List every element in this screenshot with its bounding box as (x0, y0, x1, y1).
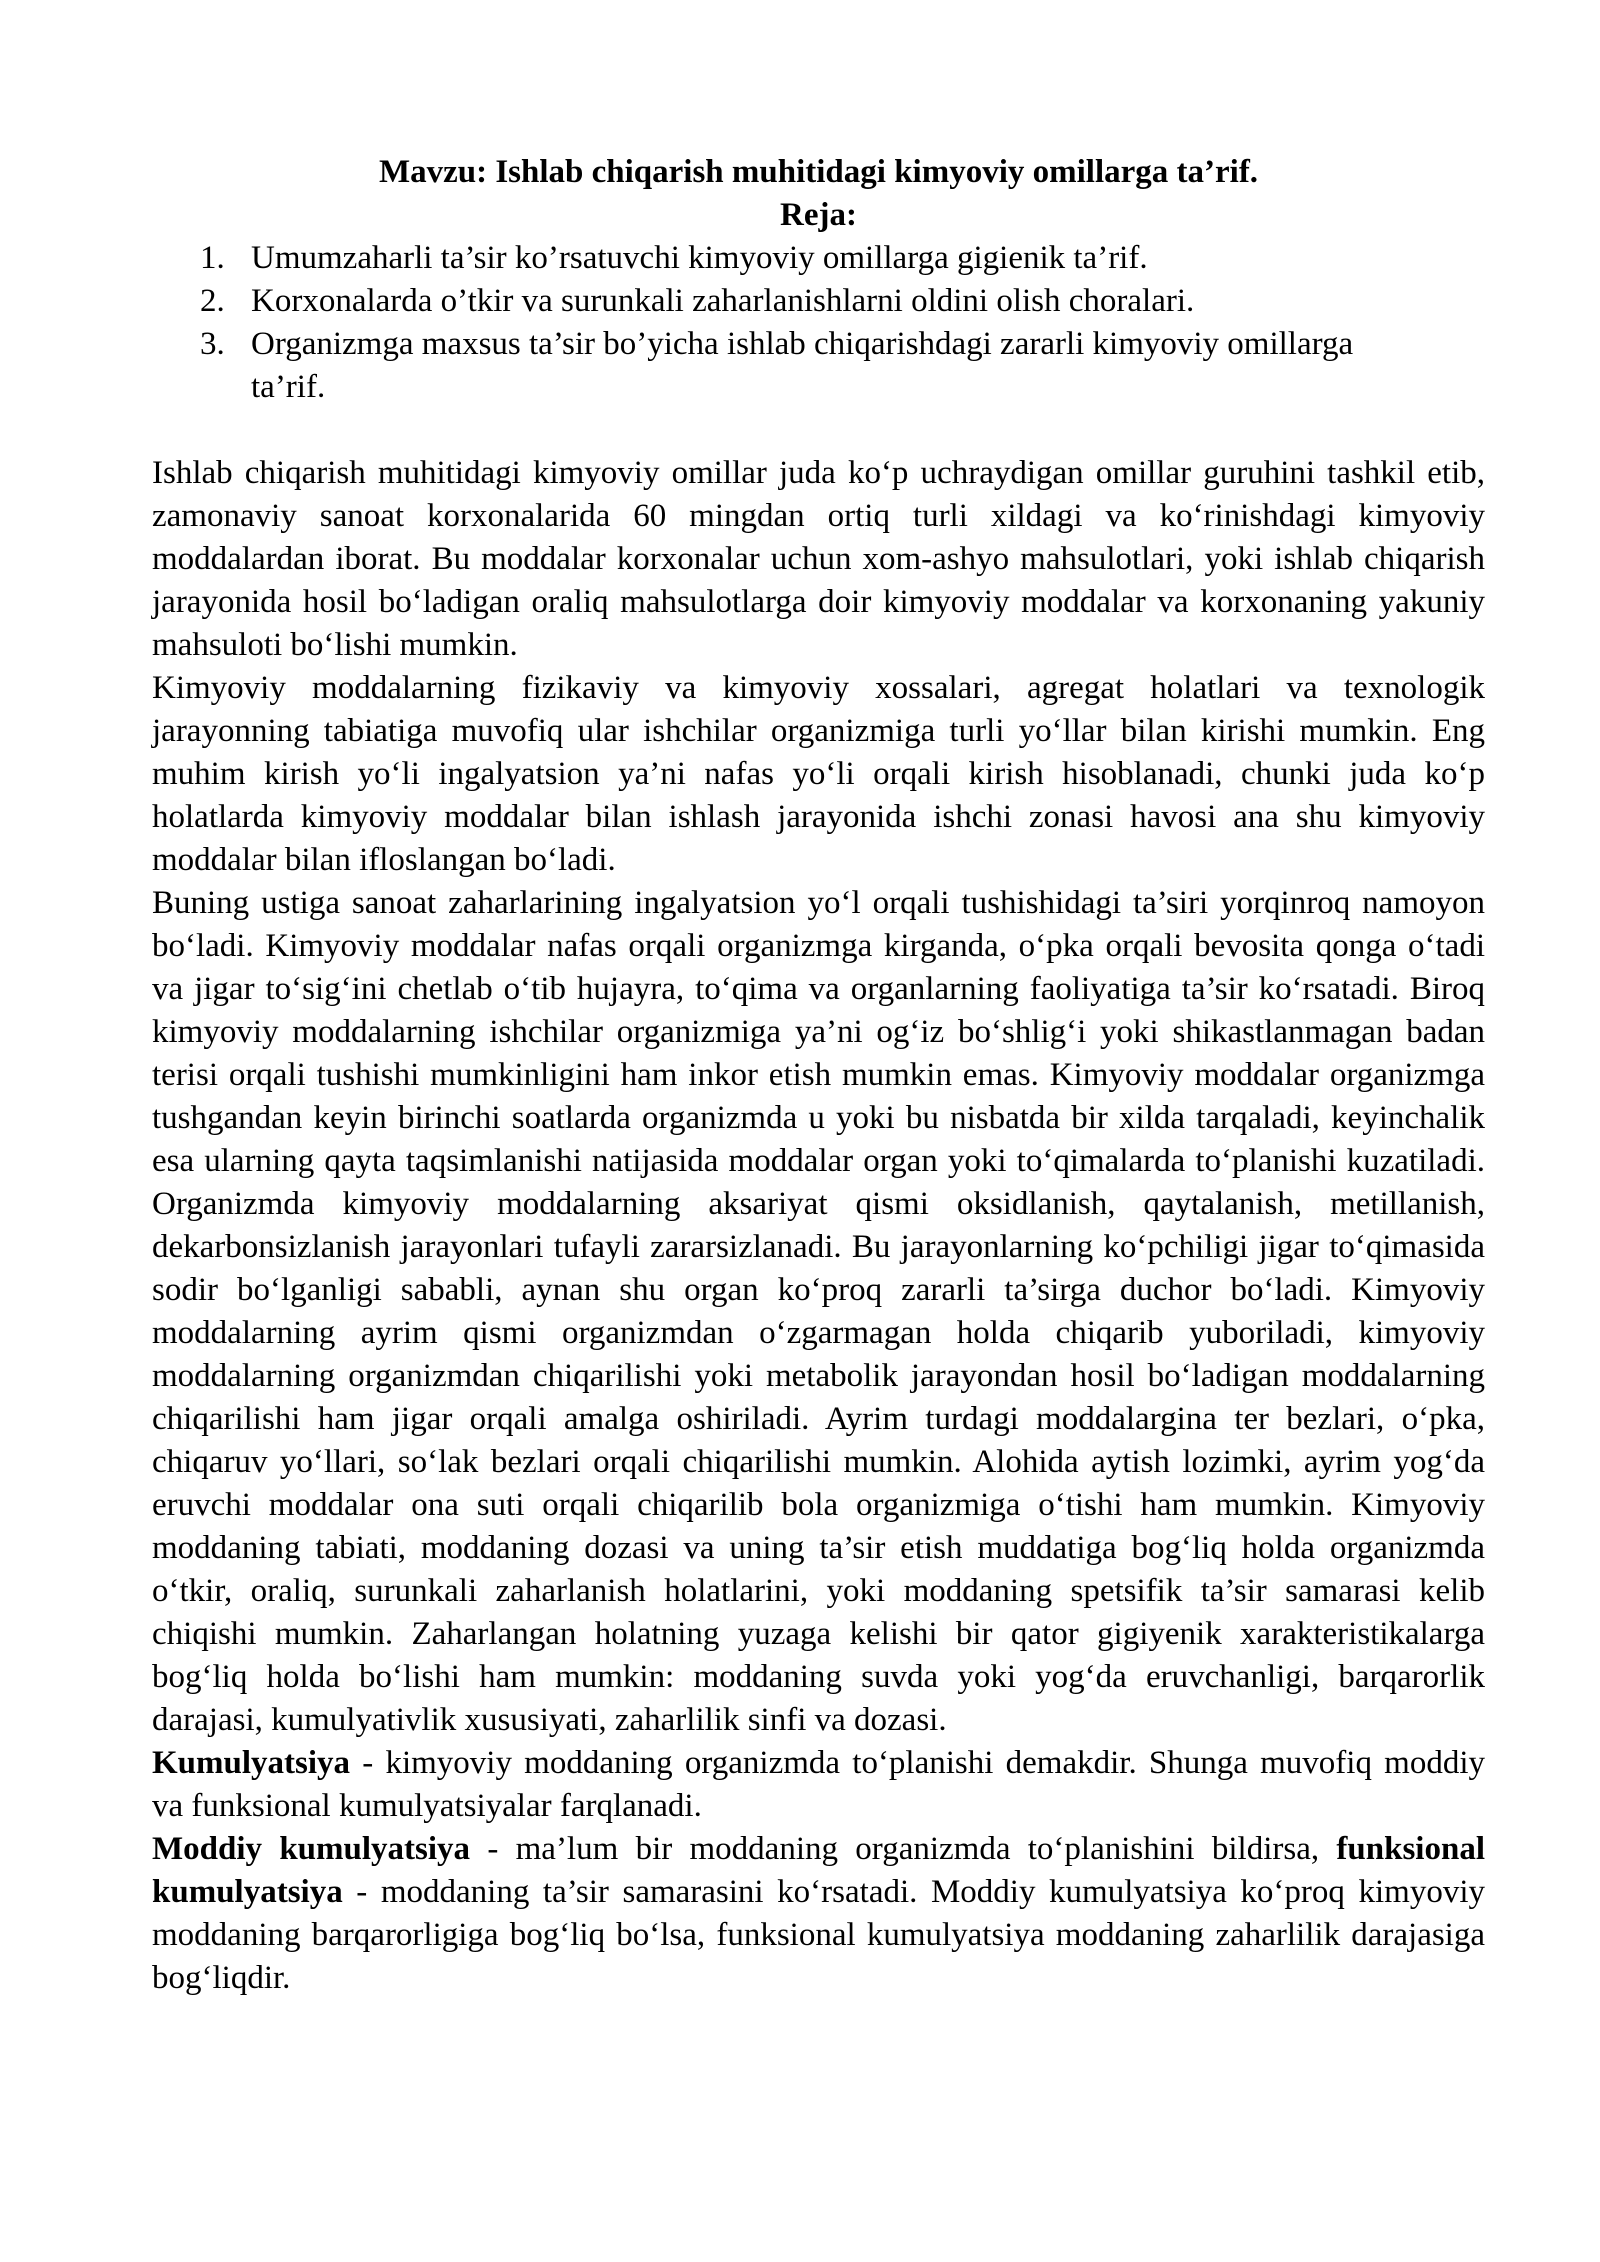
plan-item-number: 2. (200, 283, 225, 319)
section-spacer (152, 409, 1485, 452)
document-content (152, 151, 1485, 2000)
plan-item-text: Umumzaharli ta’sir ko’rsatuvchi kimyoviy omillarga gigienik ta’rif. (251, 240, 1148, 276)
document-title: Mavzu: Ishlab chiqarish muhitidagi kimyoviy omillarga ta’rif. (378, 154, 1259, 190)
plan-item-1 (200, 237, 1551, 280)
term-funksional-kumulyatsiya: funksional kumulyatsiya (152, 1831, 1485, 1910)
definition-funksional-text: - moddaning ta’sir samarasini ko‘rsatadi. Moddiy kumulyatsiya ko‘proq kimyoviy moddaning barqarorligiga bog‘liq bo‘lsa, funksional kumulyatsiya moddaning zaharlilik darajasiga bog‘liqdir. (152, 1874, 1485, 1996)
plan-item-number: 3. (200, 326, 225, 362)
definition-moddiy-text: - ma’lum bir moddaning organizmda to‘planishini bildirsa, (470, 1831, 1337, 1867)
plan-item-text: Korxonalarda o’tkir va surunkali zaharlanishlarni oldini olish choralari. (251, 283, 1195, 319)
definition-kumulyatsiya-text: - kimyoviy moddaning organizmda to‘planishi demakdir. Shunga muvofiq moddiy va funksional kumulyatsiyalar farqlanadi. (152, 1745, 1485, 1824)
term-kumulyatsiya: Kumulyatsiya (152, 1745, 351, 1781)
plan-item-3 (200, 323, 1551, 409)
body-paragraph-2: Kimyoviy moddalarning fizikaviy va kimyoviy xossalari, agregat holatlari va texnologik jarayonning tabiatiga muvofiq ular ishchilar organizmiga turli yo‘llar bilan kirishi mumkin. Eng muhim kirish yo‘li ingalyatsion ya’ni nafas yo‘li orqali kirish hisoblanadi, chunki juda ko‘p holatlarda kimyoviy moddalar bilan ishlash jarayonida ishchi zonasi havosi ana shu kimyoviy moddalar bilan ifloslangan bo‘ladi. (152, 670, 1485, 878)
body-paragraph-1: Ishlab chiqarish muhitidagi kimyoviy omillar juda ko‘p uchraydigan omillar guruhini tashkil etib, zamonaviy sanoat korxonalarida 60 mingdan ortiq turli xildagi va ko‘rinishdagi kimyoviy moddalardan iborat. Bu moddalar korxonalar uchun xom-ashyo mahsulotlari, yoki ishlab chiqarish jarayonida hosil bo‘ladigan oraliq mahsulotlarga doir kimyoviy moddalar va korxonaning yakuniy mahsuloti bo‘lishi mumkin. (152, 455, 1485, 663)
plan-item-2 (200, 280, 1551, 323)
plan-item-number: 1. (200, 240, 225, 276)
plan-heading: Reja: (780, 197, 857, 233)
term-moddiy-kumulyatsiya: Moddiy kumulyatsiya (152, 1831, 471, 1867)
definition-moddiy-funksional (152, 1828, 1485, 2000)
body-paragraph-3: Buning ustiga sanoat zaharlarining ingalyatsion yo‘l orqali tushishidagi ta’siri yorqinroq namoyon bo‘ladi. Kimyoviy moddalar nafas orqali organizmga kirganda, o‘pka orqali bevosita qonga o‘tadi va jigar to‘sig‘ini chetlab o‘tib hujayra, to‘qima va organlarning faoliyatiga ta’sir ko‘rsatadi. Biroq kimyoviy moddalarning ishchilar organizmiga ya’ni og‘iz bo‘shlig‘i yoki shikastlanmagan badan terisi orqali tushishi mumkinligini ham inkor etish mumkin emas. Kimyoviy moddalar organizmga tushgandan keyin birinchi soatlarda organizmda u yoki bu nisbatda bir xilda tarqaladi, keyinchalik esa ularning qayta taqsimlanishi natijasida moddalar organ yoki to‘qimalarda to‘planishi kuzatiladi. Organizmda kimyoviy moddalarning aksariyat qismi oksidlanish, qaytalanish, metillanish, dekarbonsizlanish jarayonlari tufayli zararsizlanadi. Bu jarayonlarning ko‘pchiligi jigar to‘qimasida sodir bo‘lganligi sababli, aynan shu organ ko‘proq zararli ta’sirga duchor bo‘ladi. Kimyoviy moddalarning ayrim qismi organizmdan o‘zgarmagan holda chiqarib yuboriladi, kimyoviy moddalarning organizmdan chiqarilishi yoki metabolik jarayondan hosil bo‘ladigan moddalarning chiqarilishi ham jigar orqali amalga oshiriladi. Ayrim turdagi moddalargina ter bezlari, o‘pka, chiqaruv yo‘llari, so‘lak bezlari orqali chiqarilishi mumkin. Alohida aytish lozimki, ayrim yog‘da eruvchi moddalar ona suti orqali chiqarilib bola organizmiga o‘tishi ham mumkin. Kimyoviy moddaning tabiati, moddaning dozasi va uning ta’sir etish muddatiga bog‘liq holda organizmda o‘tkir, oraliq, surunkali zaharlanish holatlarini, yoki moddaning spetsifik ta’sir samarasi kelib chiqishi mumkin. Zaharlangan holatning yuzaga kelishi bir qator gigiyenik xarakteristikalarga bog‘liq holda bo‘lishi ham mumkin: moddaning suvda yoki yog‘da eruvchanligi, barqarorlik darajasi, kumulyativlik xususiyati, zaharlilik sinfi va dozasi. (152, 885, 1485, 1738)
plan-item-text: Organizmga maxsus ta’sir bo’yicha ishlab chiqarishdagi zararli kimyoviy omillarga ta’rif. (251, 326, 1354, 405)
plan-list (152, 237, 1515, 409)
definition-kumulyatsiya (152, 1742, 1485, 1828)
